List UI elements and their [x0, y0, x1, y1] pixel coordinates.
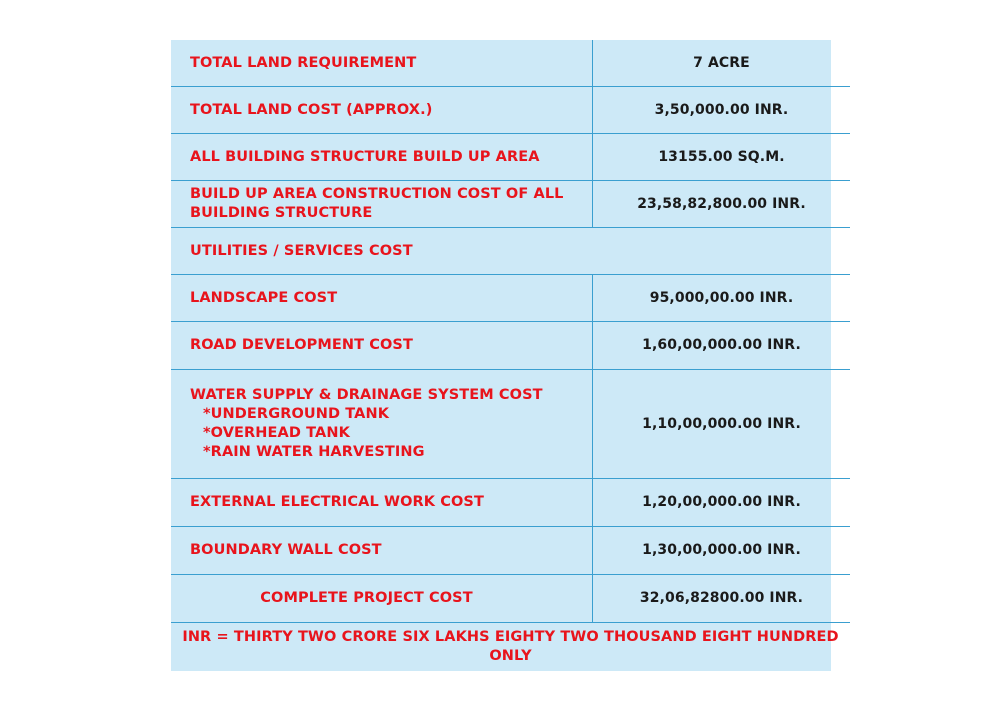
- water-label-cell: [171, 370, 593, 479]
- row-label: EXTERNAL ELECTRICAL WORK COST: [171, 479, 593, 527]
- row-value: 1,60,00,000.00 INR.: [593, 322, 851, 370]
- table-row: [171, 181, 850, 228]
- row-value: 1,30,00,000.00 INR.: [593, 527, 851, 575]
- utilities-heading: UTILITIES / SERVICES COST: [171, 228, 850, 275]
- row-value: 7 ACRE: [593, 40, 851, 87]
- list-item: *OVERHEAD TANK: [203, 425, 350, 441]
- table-row: [171, 370, 850, 479]
- row-label: LANDSCAPE COST: [171, 275, 593, 322]
- table-row: [171, 134, 850, 181]
- row-label: TOTAL LAND REQUIREMENT: [171, 40, 593, 87]
- table-row: [171, 275, 850, 322]
- table-row: [171, 322, 850, 370]
- row-label: BUILD UP AREA CONSTRUCTION COST OF ALL BUILDING STRUCTURE: [171, 181, 593, 228]
- row-value: 1,10,00,000.00 INR.: [593, 370, 851, 479]
- footer-row: [171, 623, 850, 672]
- list-item: *RAIN WATER HARVESTING: [203, 444, 425, 460]
- row-value: 1,20,00,000.00 INR.: [593, 479, 851, 527]
- list-item: *UNDERGROUND TANK: [203, 406, 390, 422]
- row-label: TOTAL LAND COST (APPROX.): [171, 87, 593, 134]
- total-row: [171, 575, 850, 623]
- table-row: [171, 87, 850, 134]
- row-value: 3,50,000.00 INR.: [593, 87, 851, 134]
- row-label: BOUNDARY WALL COST: [171, 527, 593, 575]
- row-value: 23,58,82,800.00 INR.: [593, 181, 851, 228]
- amount-in-words: INR = THIRTY TWO CRORE SIX LAKHS EIGHTY TWO THOUSAND EIGHT HUNDRED ONLY: [182, 629, 839, 664]
- table-row: [171, 40, 850, 87]
- row-label: ALL BUILDING STRUCTURE BUILD UP AREA: [171, 134, 593, 181]
- section-heading-row: [171, 228, 850, 275]
- row-label: ROAD DEVELOPMENT COST: [171, 322, 593, 370]
- project-cost-table: [171, 40, 839, 671]
- row-value: 95,000,00.00 INR.: [593, 275, 851, 322]
- table-row: [171, 479, 850, 527]
- table-row: [171, 527, 850, 575]
- row-label: WATER SUPPLY & DRAINAGE SYSTEM COST: [190, 387, 543, 403]
- total-label: COMPLETE PROJECT COST: [171, 575, 593, 623]
- total-value: 32,06,82800.00 INR.: [593, 575, 851, 623]
- row-value: 13155.00 SQ.M.: [593, 134, 851, 181]
- cost-table: [171, 40, 850, 671]
